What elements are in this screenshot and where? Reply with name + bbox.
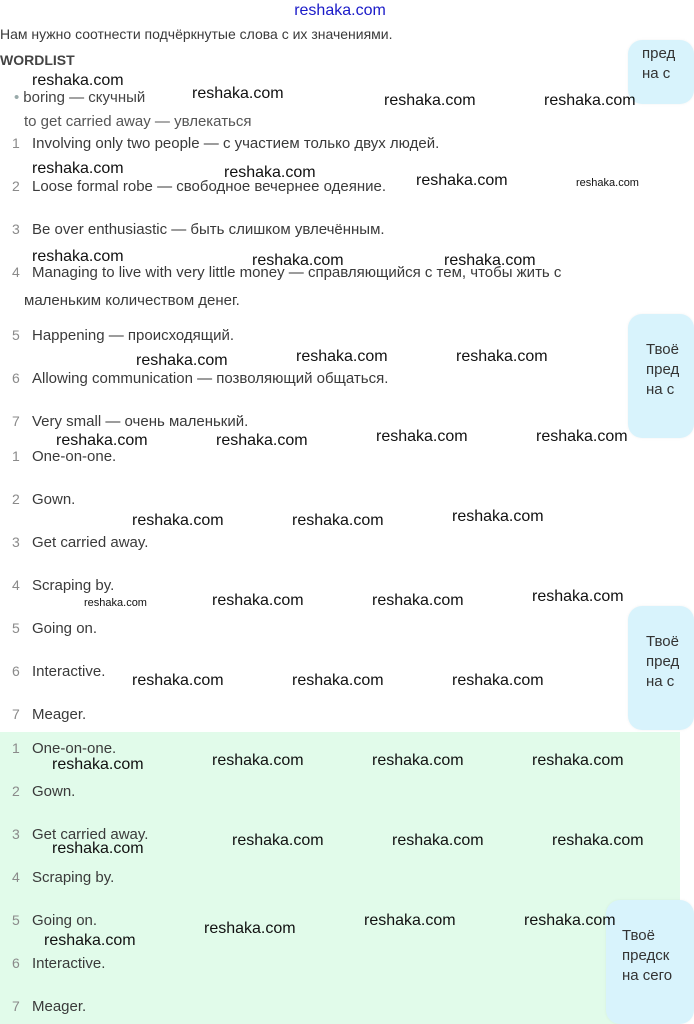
item-number: 4 [12,264,20,280]
item-text: Happening — происходящий. [32,327,235,344]
watermark: reshaka.com [544,92,636,109]
item-number: 6 [12,955,20,971]
item-text: маленьким количеством денег. [24,292,240,309]
item-number: 7 [12,998,20,1014]
bubble-text: пред [646,361,680,378]
watermark: reshaka.com [452,508,544,525]
item-number: 7 [12,413,20,429]
bubble-text: Твоё [646,341,679,358]
item-number: 3 [12,534,20,550]
item-text: One-on-one. [32,448,117,465]
item-number: 5 [12,327,20,343]
chat-bubble[interactable] [628,314,694,438]
item-number: 1 [12,135,20,151]
watermark: reshaka.com [232,832,324,849]
bubble-text: на с [646,673,675,690]
item-text: Be over enthusiastic — быть слишком увлечённым. [32,221,385,238]
watermark: reshaka.com [52,756,144,773]
watermark: reshaka.com [384,92,476,109]
bubble-text: Твоё [646,633,679,650]
watermark: reshaka.com [532,752,624,769]
item-text: Managing to live with very little money — справляющийся с тем, чтобы жить с [32,264,562,281]
bubble-text: на сего [622,967,673,984]
bubble-text: на с [646,381,675,398]
item-text: Interactive. [32,663,106,680]
task-intro: Нам нужно соотнести подчёркнутые слова с их значениями. [0,26,393,42]
item-text: Loose formal robe — свободное вечернее одеяние. [32,178,387,195]
chat-bubble[interactable] [628,40,694,104]
watermark: reshaka.com [452,672,544,689]
watermark: reshaka.com [192,85,284,102]
watermark: reshaka.com [292,512,384,529]
watermark: reshaka.com [32,160,124,177]
site-header-link[interactable]: reshaka.com [294,2,386,19]
watermark: reshaka.com [132,672,224,689]
item-number: 1 [12,740,20,756]
watermark: reshaka.com [372,592,464,609]
wordlist-item-cut: to get carried away — увлекаться [24,113,252,130]
chat-bubble[interactable] [606,900,694,1024]
wordlist-item-text: boring — скучный [23,89,146,106]
item-number: 2 [12,491,20,507]
watermark: reshaka.com [524,912,616,929]
watermark: reshaka.com [416,172,508,189]
bubble-text: на с [642,65,671,82]
watermark: reshaka.com [252,252,344,269]
watermark: reshaka.com [364,912,456,929]
watermark: reshaka.com [216,432,308,449]
watermark: reshaka.com [376,428,468,445]
item-number: 6 [12,663,20,679]
bubble-text: пред [642,45,676,62]
item-number: 3 [12,826,20,842]
item-text: Going on. [32,620,98,637]
watermark: reshaka.com [536,428,628,445]
watermark: reshaka.com [576,177,639,189]
item-number: 5 [12,912,20,928]
watermark: reshaka.com [292,672,384,689]
item-text: Scraping by. [32,869,115,886]
watermark: reshaka.com [296,348,388,365]
watermark: reshaka.com [444,252,536,269]
watermark: reshaka.com [32,248,124,265]
watermark: reshaka.com [456,348,548,365]
bubble-text: предск [622,947,670,964]
watermark: reshaka.com [84,597,147,609]
item-text: Allowing communication — позволяющий общаться. [32,370,389,387]
wordlist-item [14,89,145,106]
watermark: reshaka.com [132,512,224,529]
item-text: Get carried away. [32,826,149,843]
watermark: reshaka.com [44,932,136,949]
bubble-text: Твоё [622,927,655,944]
item-text: Gown. [32,491,76,508]
watermark: reshaka.com [532,588,624,605]
chat-bubble[interactable] [628,606,694,730]
item-number: 4 [12,869,20,885]
item-text: Very small — очень маленький. [32,413,249,430]
item-number: 7 [12,706,20,722]
item-number: 2 [12,783,20,799]
item-text: Interactive. [32,955,106,972]
watermark: reshaka.com [32,72,124,89]
watermark: reshaka.com [212,592,304,609]
wordlist-heading: WORDLIST [0,52,75,68]
watermark: reshaka.com [552,832,644,849]
item-text: One-on-one. [32,740,117,757]
item-text: Going on. [32,912,98,929]
item-text: Gown. [32,783,76,800]
watermark: reshaka.com [212,752,304,769]
item-text: Get carried away. [32,534,149,551]
watermark: reshaka.com [136,352,228,369]
bubble-text: пред [646,653,680,670]
watermark: reshaka.com [372,752,464,769]
item-text: Scraping by. [32,577,115,594]
watermark: reshaka.com [392,832,484,849]
item-number: 2 [12,178,20,194]
watermark: reshaka.com [56,432,148,449]
bullet-icon: • [14,89,20,106]
item-number: 5 [12,620,20,636]
item-number: 1 [12,448,20,464]
watermark: reshaka.com [204,920,296,937]
item-number: 4 [12,577,20,593]
watermark: reshaka.com [52,840,144,857]
watermark: reshaka.com [224,164,316,181]
item-number: 6 [12,370,20,386]
item-text: Meager. [32,998,87,1015]
item-text: Meager. [32,706,87,723]
item-text: Involving only two people — с участием только двух людей. [32,135,440,152]
item-number: 3 [12,221,20,237]
